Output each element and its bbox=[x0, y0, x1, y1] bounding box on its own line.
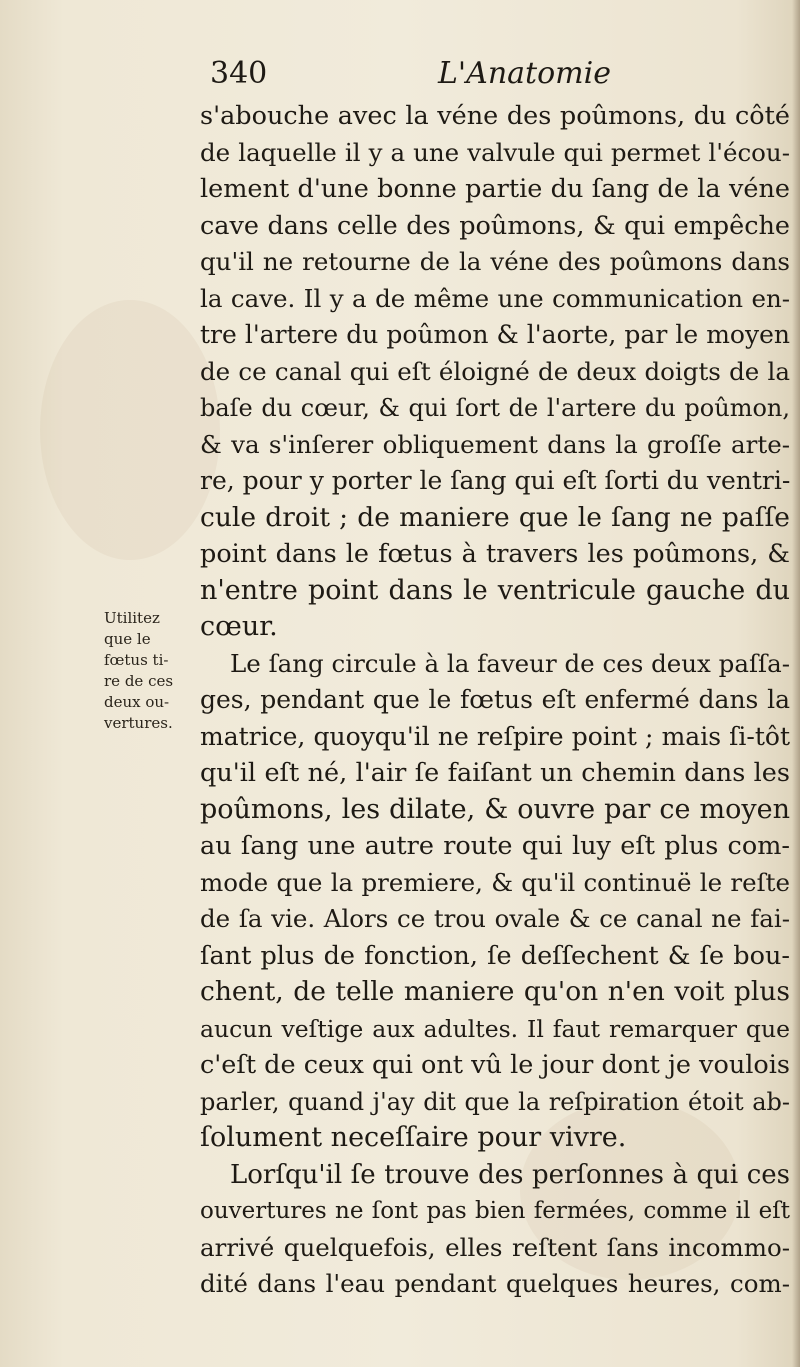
text-line: ouvertures ne ſont pas bien fermées, comme il eſt bbox=[200, 1198, 790, 1224]
body-text bbox=[200, 98, 790, 1303]
margin-note-line: deux ou- bbox=[104, 693, 170, 711]
text-line: cule droit ; de maniere que le ſang ne paſſe bbox=[200, 501, 790, 533]
text-line: qu'il eſt né, l'air ſe faiſant un chemin dans les bbox=[200, 758, 790, 788]
margin-note bbox=[104, 608, 204, 734]
text-line: point dans le fœtus à travers les poûmons, & bbox=[200, 539, 790, 569]
text-line: tre l'artere du poûmon & l'aorte, par le moyen bbox=[200, 320, 790, 349]
text-line: de ce canal qui eſt éloigné de deux doigts de la bbox=[200, 356, 790, 386]
margin-note-line: que le bbox=[104, 630, 151, 648]
text-line: au ſang une autre route qui luy eſt plus com- bbox=[200, 831, 790, 861]
page-number: 340 bbox=[210, 56, 268, 91]
text-line: baſe du cœur, & qui ſort de l'artere du poûmon, bbox=[200, 394, 790, 422]
text-line: parler, quand j'ay dit que la reſpiration étoit ab- bbox=[200, 1087, 790, 1116]
text-line: arrivé quelquefois, elles reſtent ſans incommo- bbox=[200, 1232, 790, 1262]
text-line: matrice, quoyqu'il ne reſpire point ; mais ſi-tôt bbox=[200, 721, 790, 751]
margin-note-line: fœtus ti- bbox=[104, 651, 169, 669]
page-header bbox=[210, 56, 790, 100]
text-line: ſant plus de fonction, ſe deſſechent & ſe bou- bbox=[200, 940, 790, 971]
margin-note-line: Utilitez bbox=[104, 609, 160, 627]
text-line: de ſa vie. Alors ce trou ovale & ce canal ne fai- bbox=[200, 904, 790, 933]
paragraph-start-line: Lorſqu'il ſe trouve des perſonnes à qui ces bbox=[230, 1159, 790, 1190]
paragraph-end-line: cœur. bbox=[200, 611, 278, 642]
text-line: aucun veſtige aux adultes. Il faut remarquer que bbox=[200, 1014, 790, 1043]
paragraph-end-line: ſolument neceſſaire pour vivre. bbox=[200, 1122, 627, 1153]
text-line: qu'il ne retourne de la véne des poûmons dans bbox=[200, 247, 790, 276]
paper-stain bbox=[40, 300, 220, 560]
text-line: lement d'une bonne partie du ſang de la véne bbox=[200, 174, 790, 204]
text-line: dité dans l'eau pendant quelques heures, com- bbox=[200, 1269, 790, 1298]
text-line: mode que la premiere, & qu'il continuë le reſte bbox=[200, 867, 790, 897]
text-line: re, pour y porter le ſang qui eſt ſorti du ventri- bbox=[200, 466, 790, 495]
text-line: la cave. Il y a de même une communication en- bbox=[200, 283, 790, 313]
text-line: n'entre point dans le ventricule gauche du bbox=[200, 574, 790, 606]
paragraph-start-line: Le ſang circule à la faveur de ces deux paſſa- bbox=[230, 648, 790, 678]
text-line: chent, de telle maniere qu'on n'en voit plus bbox=[200, 976, 790, 1007]
text-line: s'abouche avec la véne des poûmons, du côté bbox=[200, 101, 790, 131]
text-line: ges, pendant que le fœtus eſt enfermé dans la bbox=[200, 685, 790, 714]
text-line: cave dans celle des poûmons, & qui empêche bbox=[200, 210, 790, 241]
text-line: c'eſt de ceux qui ont vû le jour dont je voulois bbox=[200, 1050, 790, 1080]
margin-note-line: vertures. bbox=[104, 714, 173, 732]
margin-note-line: re de ces bbox=[104, 672, 174, 690]
text-line: poûmons, les dilate, & ouvre par ce moyen bbox=[200, 793, 790, 825]
text-line: & va s'inſerer obliquement dans la groſſe arte- bbox=[200, 429, 790, 459]
running-title: L'Anatomie bbox=[438, 56, 611, 91]
page-edge-shadow bbox=[792, 0, 800, 1367]
text-line: de laquelle il y a une valvule qui permet l'écou- bbox=[200, 137, 790, 167]
